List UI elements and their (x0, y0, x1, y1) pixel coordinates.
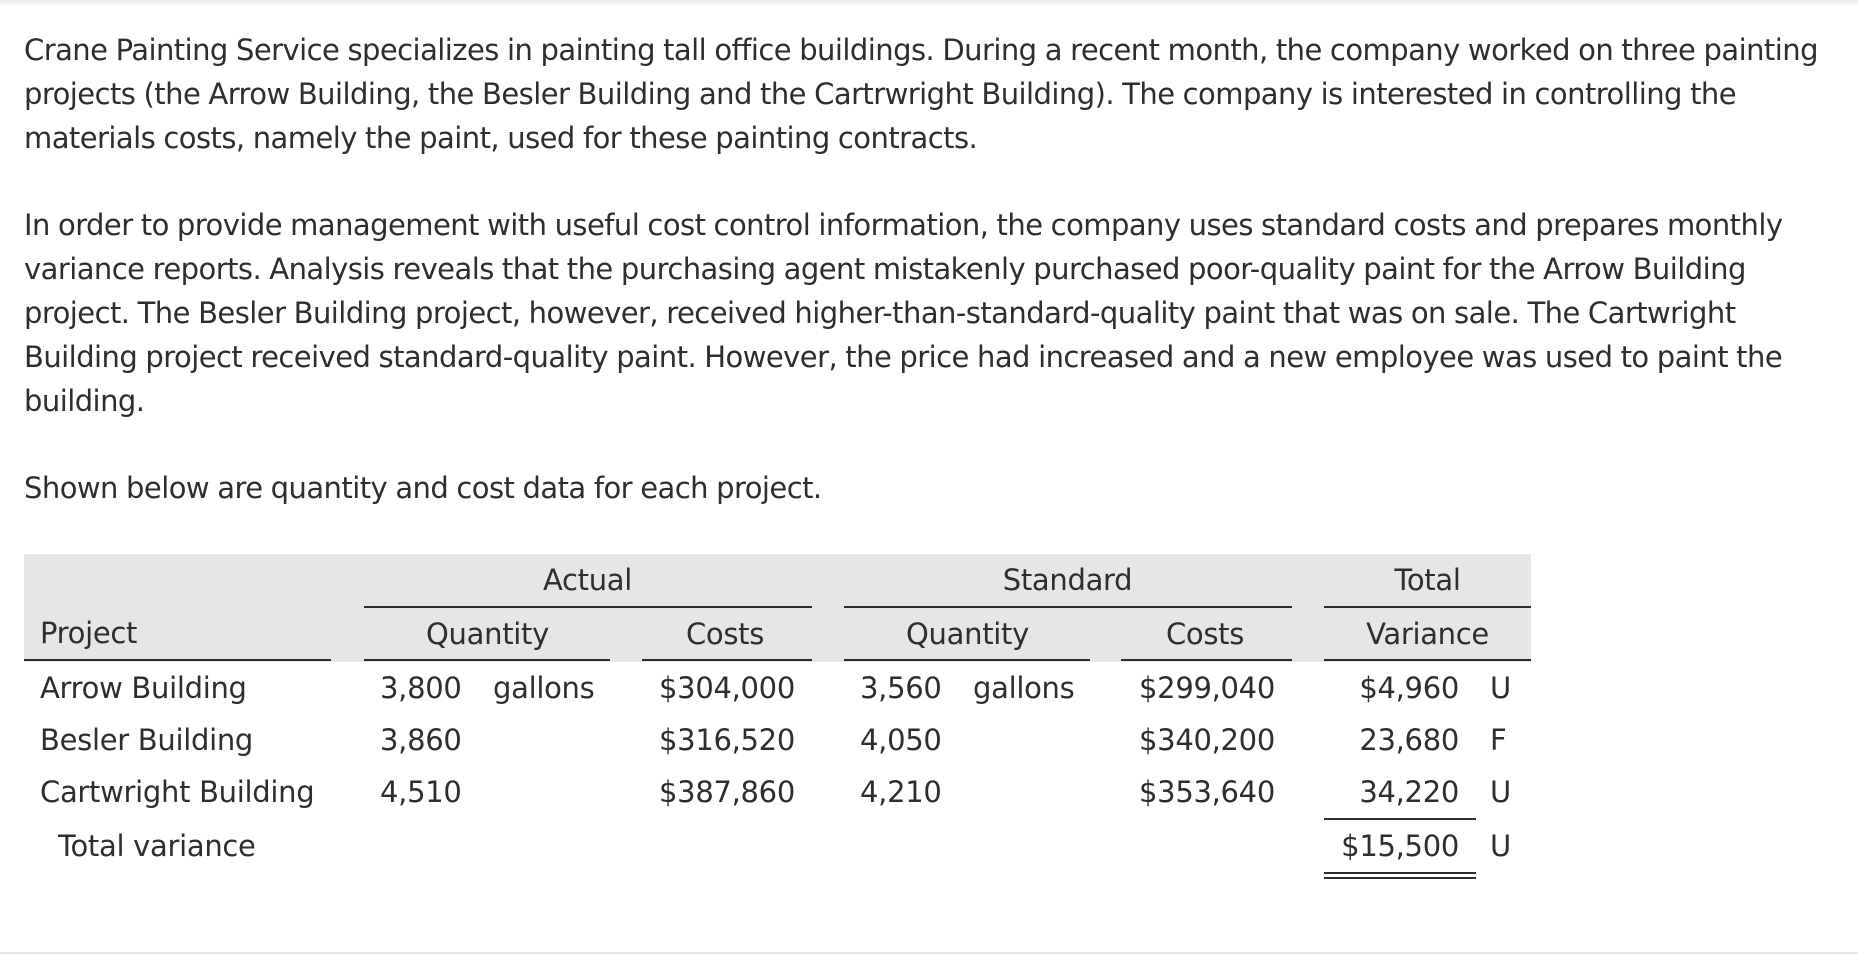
standard-costs: $340,200 (1139, 723, 1275, 757)
variance-amount: $4,960 (1359, 671, 1459, 705)
actual-group-rule (364, 606, 812, 608)
project-name: Besler Building (40, 723, 254, 757)
standard-quantity: 4,050 (860, 723, 942, 757)
standard-quantity-column-header: Quantity (906, 617, 1029, 651)
standard-quantity: 4,210 (860, 775, 942, 809)
total-variance-type: U (1490, 829, 1511, 863)
data-intro-paragraph: Shown below are quantity and cost data for each project. (24, 471, 822, 505)
total-double-rule-bottom (1324, 877, 1476, 879)
actual-quantity: 3,860 (380, 723, 462, 757)
actual-costs: $304,000 (659, 671, 795, 705)
total-double-rule-top (1324, 872, 1476, 874)
standard-costs: $299,040 (1139, 671, 1275, 705)
top-divider (0, 0, 1858, 6)
actual-group-header: Actual (542, 563, 633, 597)
project-name: Arrow Building (40, 671, 247, 705)
total-group-header: Total (1394, 563, 1461, 597)
standard-unit: gallons (973, 671, 1075, 705)
standard-quantity: 3,560 (860, 671, 942, 705)
actual-costs: $316,520 (659, 723, 795, 757)
total-variance-label: Total variance (58, 829, 256, 863)
actual-costs-header-rule (642, 659, 812, 661)
actual-quantity-header-rule (364, 659, 610, 661)
variance-type: U (1490, 775, 1511, 809)
actual-costs: $387,860 (659, 775, 795, 809)
variance-amount: 23,680 (1359, 723, 1459, 757)
subtotal-rule (1324, 818, 1476, 820)
project-header-rule (24, 659, 331, 661)
project-name: Cartwright Building (40, 775, 315, 809)
project-column-header: Project (40, 616, 138, 650)
standard-quantity-header-rule (844, 659, 1090, 661)
standard-costs: $353,640 (1139, 775, 1275, 809)
actual-quantity-column-header: Quantity (426, 617, 549, 651)
actual-quantity: 3,800 (380, 671, 462, 705)
total-variance-amount: $15,500 (1341, 829, 1459, 863)
variance-header-rule (1324, 659, 1531, 661)
standard-group-header: Standard (1002, 563, 1133, 597)
standard-costs-header-rule (1121, 659, 1292, 661)
standard-group-rule (844, 606, 1292, 608)
bottom-divider (0, 952, 1858, 954)
variance-column-header: Variance (1366, 617, 1489, 651)
standard-costs-column-header: Costs (1165, 617, 1245, 651)
variance-amount: 34,220 (1359, 775, 1459, 809)
variance-type: F (1490, 723, 1507, 757)
total-group-rule (1324, 606, 1531, 608)
actual-costs-column-header: Costs (685, 617, 765, 651)
actual-unit: gallons (493, 671, 595, 705)
context-paragraph: In order to provide management with useful cost control information, the company uses standard costs and prepares monthly variance reports. Analysis reveals that the purchasing agent mistakenly purchased poor-quality paint for the Arrow Building project. The Besler Building project, however, received higher-than-standard-quality paint that was on sale. The Cartwright Building project received standard-quality paint. However, the price had increased and a new employee was used to paint the building. (24, 208, 1783, 418)
actual-quantity: 4,510 (380, 775, 462, 809)
variance-type: U (1490, 671, 1511, 705)
intro-paragraph: Crane Painting Service specializes in painting tall office buildings. During a recent month, the company worked on three painting projects (the Arrow Building, the Besler Building and the Cartrwright Building). The company is interested in controlling the materials costs, namely the paint, used for these painting contracts. (24, 33, 1818, 155)
